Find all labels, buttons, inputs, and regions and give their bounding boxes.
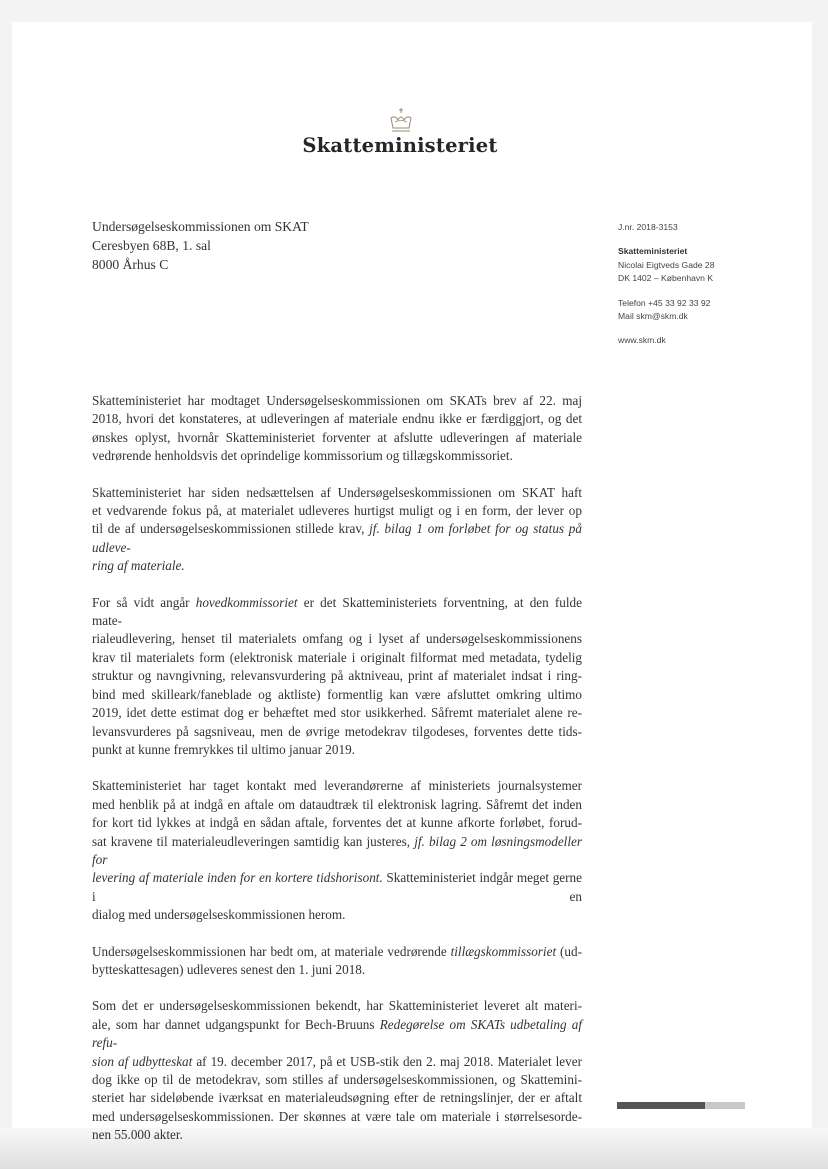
text-line: dialog med undersøgelseskommissionen herom. (92, 907, 346, 923)
text-line: punkt at kunne fremrykkes til ultimo januar 2019. (92, 741, 355, 757)
text-line (92, 833, 582, 870)
logo-wordmark: Skatteministeriet (302, 134, 498, 157)
text-line: steriet har sideløbende iværksat en materialeudsøgning efter de retningslinjer, der er aftalt (92, 1090, 582, 1106)
text-line: Skatteministeriet har siden nedsættelsen af Undersøgelseskommissionen om SKAT haft (92, 484, 582, 500)
sender-name: Skatteministeriet (618, 246, 688, 257)
text-line (92, 1053, 582, 1071)
text-line: bind med skilleark/faneblade og aktliste) formentlig kan være afsluttet omkring ultimo (92, 686, 582, 702)
text-run: ale, som har dannet udgangspunkt for Bech-Bruuns (92, 1016, 380, 1032)
text-line: med henblik på at indgå en aftale om dataudtræk til elektronisk lagring. Såfremt det inden (92, 796, 582, 812)
recipient-street: Ceresbyen 68B, 1. sal (92, 238, 211, 253)
text-run: til de af undersøgelseskommissionen stillede krav, (92, 521, 370, 537)
text-run: er det Skatteministeriets forventning, at den fulde mate- (92, 594, 582, 629)
text-line: struktur og navngivning, relevansvurdering på aktniveau, print af materialet indsat i ring- (92, 668, 582, 684)
text-line: for kort tid lykkes at indgå en sådan aftale, forventes det at kunne afkorte forløbet, forud- (92, 815, 582, 831)
sender-city: DK 1402 – København K (618, 273, 714, 284)
text-line (92, 943, 582, 961)
bilag-1-reference: jf. bilag 1 om forløbet for og status på udleve- (92, 521, 582, 555)
text-line: et vedvarende fokus på, at materialet udleveres hurtigst muligt og i en form, der lever op (92, 503, 582, 519)
text-line: Skatteministeriet har taget kontakt med leverandørerne af ministeriets journalsystemer (92, 778, 582, 794)
text-line (92, 869, 582, 906)
report-title: Redegørelse om SKATs udbetaling af refu- (92, 1016, 582, 1051)
text-line: 2018, hvori det konstateres, at udleveringen af materiale endnu ikke er færdiggjort, og det (92, 411, 582, 427)
text-line (92, 594, 582, 631)
bilag-1-reference-cont: ring af materiale. (92, 558, 185, 574)
text-line: 2019, idet dette estimat dog er behæftet med stor usikkerhed. Såfremt materialet alene re- (92, 705, 582, 721)
text-run: Undersøgelseskommissionen har bedt om, at materiale vedrørende (92, 943, 451, 959)
page-marker-light (705, 1102, 745, 1109)
text-line: dog ikke op til de metodekrav, som stilles af undersøgelseskommissionen, og Skattemini- (92, 1072, 582, 1087)
report-title-cont: sion af udbytteskat (92, 1053, 193, 1069)
text-line: levansvurderes på sagsniveau, men de øvrige metodekrav tilgodeses, forventes dette tids- (92, 723, 582, 739)
bilag-2-reference-cont: levering af materiale inden for en kortere tidshorisont. (92, 870, 383, 886)
text-line: med undersøgelseskommissionen. Der skønnes at være tale om materiale i størrelsesorde- (92, 1108, 582, 1124)
bilag-2-reference: jf. bilag 2 om løsningsmodeller for (92, 833, 582, 867)
text-line: nen 55.000 akter. (92, 1127, 183, 1143)
letter-body (92, 392, 582, 1163)
text-line: Som det er undersøgelseskommissionen bekendt, har Skatteministeriet leveret alt materi- (92, 998, 582, 1014)
text-line: bytteskattesagen) udleveres senest den 1. juni 2018. (92, 961, 366, 977)
emphasis-term: tillægskommissoriet (450, 943, 557, 959)
recipient-address (92, 217, 309, 274)
paragraph-5 (92, 943, 582, 980)
text-run: af 19. december 2017, på et USB-stik den 2. maj 2018. Materialet lever (192, 1053, 582, 1069)
text-run: (ud- (556, 943, 582, 959)
sender-info (618, 221, 818, 348)
text-run: For så vidt angår (92, 594, 196, 610)
text-line: krav til materialets form (elektronisk materiale i originalt filformat med metadata, tydelig (92, 649, 582, 665)
text-line (92, 557, 582, 575)
sender-mail[interactable]: Mail skm@skm.dk (618, 311, 688, 322)
sender-street: Nicolai Eigtveds Gade 28 (618, 259, 715, 270)
text-line (92, 1016, 582, 1053)
sender-website[interactable]: www.skm.dk (618, 335, 666, 346)
page-marker-dark (617, 1102, 705, 1109)
paragraph-1 (92, 392, 582, 466)
paragraph-6 (92, 997, 582, 1144)
recipient-city: 8000 Århus C (92, 257, 169, 272)
paragraph-3 (92, 594, 582, 760)
text-line: ønskes oplyst, hvornår Skatteministeriet forventer at afslutte udleveringen af materiale (92, 429, 582, 445)
sender-phone: Telefon +45 33 92 33 92 (618, 297, 711, 308)
paragraph-2 (92, 484, 582, 576)
text-line: vedrørende henholdsvis det oprindelige kommissorium og tillægskommissoriet. (92, 448, 513, 464)
text-line (92, 520, 582, 557)
paragraph-4 (92, 777, 582, 924)
text-line: rialeudlevering, henset til materialets omfang og i lyset af undersøgelseskommissionens (92, 631, 582, 647)
reference-number: J.nr. 2018-3153 (618, 222, 678, 232)
crown-icon (388, 106, 414, 136)
recipient-name: Undersøgelseskommissionen om SKAT (92, 219, 309, 234)
emphasis-term: hovedkommissoriet (195, 594, 298, 610)
text-run: Skatteministeriet indgår meget gerne i en (92, 870, 582, 904)
text-line: Skatteministeriet har modtaget Undersøgelseskommissionen om SKATs brev af 22. maj (92, 393, 582, 408)
text-run: sat kravene til materialeudleveringen samtidig kan justeres, (92, 833, 415, 849)
